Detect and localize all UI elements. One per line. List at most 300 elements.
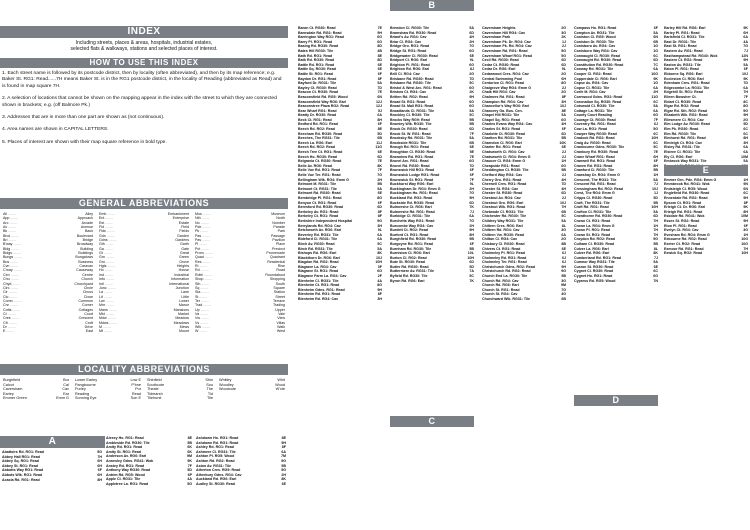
abbreviation-row-value: Manor [178, 303, 189, 308]
index-entry-name: Crown Pl. RG1: Read [574, 228, 610, 233]
index-entry-name: Chapel Sq. RG1: Read [482, 117, 520, 122]
abbreviation-row-name: Bldgs ..... [3, 251, 21, 255]
index-entry [664, 251, 748, 256]
locality-row-value: W'cte [275, 387, 285, 392]
abbreviation-column [192, 212, 288, 352]
locality-row-value: Tid [207, 391, 213, 396]
locality-row-value: Cal [63, 382, 69, 387]
index-entry-value: 9G [743, 108, 748, 113]
index-entry-value: 2G [561, 237, 566, 242]
index-entry-value: 8E [281, 436, 286, 440]
abbreviation-row-name: Bri ..... [3, 238, 16, 242]
index-entry-name: Chetwode Cl. RG31: Tile [482, 209, 524, 214]
abbreviation-row-name: Sq ..... [195, 286, 208, 290]
index-entry [2, 478, 102, 483]
index-entry-name: Brockley Cl. RG30: Tile [390, 113, 430, 118]
abbreviation-row-name: Chyd ..... [3, 282, 20, 286]
index-entry-value: 8G [561, 81, 566, 86]
index-entry-name: Baydon Dr. RG1: Read [298, 76, 337, 81]
locality-row-name: Tidmarsh [147, 391, 163, 396]
locality-row-value: Sou [206, 382, 213, 387]
index-entry-value: 9H [743, 218, 748, 223]
index-entry-value: 7N [653, 278, 658, 283]
abbreviation-row-value: Walk [277, 324, 285, 329]
index-entry-name: Brendon Cl. RG30: Tile [390, 26, 430, 30]
locality-row-value: Low E [130, 378, 141, 382]
index-entry-name: Bute St. RG30: Read [390, 260, 425, 265]
abbreviation-row-name: Up ..... [195, 308, 209, 312]
abbreviation-row-value: Building [80, 246, 93, 251]
abbreviation-row-value: International [169, 281, 189, 286]
index-entry-name: Croft Rd. RG1: Read [574, 205, 609, 210]
abbreviation-row-name: M ..... [99, 325, 111, 329]
index-entry-value: 6G [469, 99, 474, 104]
index-entry-value: 2G [561, 26, 566, 30]
index-entry-name: Chestnut Gro. RG6: Earl [482, 200, 524, 205]
index-entry-value: 7J [654, 182, 658, 187]
locality-row-name: Reading [75, 391, 90, 396]
index-entry-name: Bellingham Wlk. RG4: Emm G [298, 177, 349, 182]
abbreviation-row-value: Rise [277, 264, 285, 269]
abbreviation-row-value: Alley [85, 212, 93, 216]
index-entry-value: 6H [743, 30, 748, 35]
abbreviation-row-name: Res ..... [195, 260, 210, 264]
index-entry-value: 2K [469, 90, 474, 95]
index-entry-value: 5B [561, 168, 566, 173]
abbreviation-row-name: Mkt ..... [99, 312, 114, 316]
index-entry-name: Chestnut Av. RG4: Cav [482, 195, 521, 200]
index-entry-name: Berkeley Av. RG1: Read [298, 209, 339, 214]
abbreviation-row-name: Gt ..... [99, 251, 112, 255]
index-entry-name: Blenheim Rd. RG1: Read [298, 292, 341, 297]
index-entry-name: Bridge St. RG1: Read [390, 48, 427, 53]
index-entry-name: Atherbury Gdns. RG4: Cav [196, 472, 242, 477]
index-entry-name: Eccleston Cl. RG6: Earl [664, 76, 704, 81]
index-entry-value: 7E [653, 150, 658, 155]
abbreviation-row-value: Residential [267, 259, 285, 264]
index-entry-name: Coronation Sq. RG30: Read [574, 99, 622, 104]
index-entry-name: Exmoor Rd. RG1: Read [664, 246, 704, 251]
index-entry-name: Conisboro Av. RG4: Cav [574, 44, 616, 49]
index-entry-name: Caversham Wharf RG1: Read [482, 53, 532, 58]
index-entry-value: 6A [743, 145, 748, 150]
index-entry-value: 6E [561, 246, 566, 251]
index-entry-name: Copse Av. RG4: Cav [574, 81, 609, 86]
index-entry-value: 6G [653, 113, 658, 118]
general-abbreviations-heading: GENERAL ABBREVIATIONS [0, 198, 288, 209]
index-entry-value: 7F [187, 463, 192, 468]
abbreviation-row-value: Churchyard [74, 281, 93, 286]
index-entry-value: 7C [653, 62, 658, 67]
index-entry-name: Cumnor Way RG31: Tile [574, 260, 615, 265]
index-entry-name: Crane Wharf RG1: Read [574, 154, 615, 159]
index-entry-value: 7H [97, 454, 102, 459]
abbreviation-row-name: Pct ..... [195, 247, 209, 251]
index-entry-name: Berkeley Ct. RG1: Read [298, 214, 339, 219]
index-entry-value: 2J [562, 150, 566, 155]
locality-row-value: Shin [205, 378, 213, 382]
index-entry-value: 6F [653, 26, 658, 30]
index-entry-name: Connaught Rd. RG30: Read [574, 58, 622, 63]
index-entry-value: 8F [377, 209, 382, 214]
abbreviation-row-name: Gro ..... [99, 260, 114, 264]
abbreviation-row-name: Gdns ..... [99, 238, 117, 242]
index-entry-name: Culver Rd. RG6: Earl [574, 251, 610, 256]
index-entry-name: Eastern Ct. RG2: Read [664, 58, 703, 63]
index-entry-name: Bath Rd. RG30: Read [298, 58, 335, 63]
index-entry-value: 8H [653, 163, 658, 168]
abbreviation-row-value: Corner [82, 303, 93, 308]
index-entry-name: Church St. RG1: Read [482, 287, 520, 292]
index-entry-value: 6J [654, 122, 658, 127]
index-entry-value: 6F [653, 159, 658, 164]
index-entry-value: 7D [561, 182, 566, 187]
locality-row-value: The [206, 387, 213, 392]
index-entry-value: 5B [469, 122, 474, 127]
index-entry-value: 7D [469, 76, 474, 81]
index-entry-value: 4H [561, 186, 566, 191]
index-entry-name: Broadlands Cl. RG31: Tile [390, 108, 435, 113]
index-entry-name: Aston Av. RG31: Tile [196, 463, 231, 468]
index-entry-name: Brunel Arc. RG1: Read [390, 159, 429, 164]
index-entry-name: Britten Rd. RG2: Read [390, 94, 428, 99]
index-entry-name: Beech Ho. RG30: Read [298, 154, 337, 159]
index-entry-value: 8H [743, 209, 748, 214]
abbreviation-row-name: Mdw ..... [99, 316, 116, 320]
abbreviation-row-name: E ..... [3, 329, 14, 333]
index-entry-value: 9M [187, 454, 192, 459]
abbreviation-row-name: Est ..... [99, 221, 113, 225]
index-entry-name: Copse Cl. RG31: Tile [574, 85, 610, 90]
index-entry-name: Eton Pl. RG1: Read [664, 223, 697, 228]
index-entry-name: Crawford Cl. RG30: Tile [574, 168, 615, 173]
index-entry-name: Church St. RG4: Cav [482, 292, 518, 297]
index-entry-name: Byfield Rd. RG30: Tile [390, 274, 428, 279]
index-entry-value: 2J [562, 85, 566, 90]
index-entry-value: 5B [187, 440, 192, 445]
abbreviation-row-value: Junction [175, 285, 189, 290]
index-entry-name: Cholmeley Ter. RG1: Read [482, 260, 527, 265]
index-entry-name: Bishops Rd. RG6: Earl [298, 251, 337, 256]
locality-row-value: Bur [63, 378, 69, 382]
index-entry-name: Burniston Cl. RG6: Earl [390, 251, 430, 256]
index-entry-value: 6A [281, 449, 286, 454]
index-entry-name: Cypress Rd. RG5: Wood [574, 278, 616, 283]
index-entry-value: 6C [653, 269, 658, 274]
abbreviation-row-value: Market [178, 311, 189, 316]
index-entry-name: Beatty Dr. RG30: Read [298, 113, 337, 118]
abbreviation-row-value: Parade [273, 225, 285, 230]
index-entry [106, 482, 192, 487]
index-entry-value: 6G [561, 163, 566, 168]
index-entry-value: 6P [187, 472, 192, 477]
index-entry-name: Belle Vue Ter. RG1: Read [298, 173, 341, 177]
locality-row-value: Ear [63, 391, 69, 396]
index-entry-value: 7F [469, 131, 474, 136]
index-entry-name: Crest, The RG4: Emm G [574, 191, 615, 196]
index-entry-name: Exbourne Rd. RG2: Read [664, 237, 707, 242]
index-entry-name: Courage Ct. RG30: Read [574, 117, 616, 122]
index-entry-name: Chalk Hill RG4: Cav [482, 90, 516, 95]
index-entry-name: Apple Cl. RG31: Tile [106, 477, 141, 482]
index-entry-value: 10J [560, 104, 566, 109]
index-entry-value: 10K [559, 140, 566, 145]
abbreviation-row-name: Nth ..... [195, 216, 210, 220]
index-entry-name: Cranbourne Gdns. RG30: Tile [574, 145, 625, 150]
abbreviation-row-name: Mnr ..... [99, 303, 114, 307]
index-entry-value: 10J [376, 255, 382, 260]
locality-row-name: Woodcote [219, 387, 237, 392]
abbreviation-row-name: Gdn ..... [99, 234, 115, 238]
index-entry-name: Curzon St. RG30: Read [574, 264, 614, 269]
index-entry-name: Crown St. RG1: Read [574, 232, 611, 237]
abbreviation-row-name: La ..... [99, 290, 112, 294]
index-entry-name: Chiltern Rd. RG4: Cav [482, 228, 520, 233]
index-entry-value: 10G [651, 71, 658, 76]
abbreviation-row-value: Heights [176, 264, 189, 269]
index-entry-name: Cranbury Rd. RG30: Read [574, 150, 619, 155]
abbreviation-row-name: All ..... [3, 212, 16, 216]
abbreviation-row-value: Back [85, 229, 93, 234]
index-entry-name: Bath Rd. RG1: Read [298, 53, 333, 58]
index-entry-name: Blagdon Rd. RG2: Read [298, 260, 339, 265]
index-entry-name: Cowper Way RG30: Read [574, 131, 617, 136]
letter-heading-d: D [574, 395, 658, 406]
index-entry-value: 9K [743, 26, 748, 30]
index-entry-name: Blenheim Ct. RG1: Read [298, 283, 340, 288]
index-entry-value: 7H [743, 90, 748, 95]
letter-heading-c: C [390, 416, 474, 427]
index-entry-name: Cedarwood Cres. RG4: Cav [482, 71, 529, 76]
index-entry-name: Earley Hill Rd. RG6: Earl [664, 26, 706, 30]
index-entry-value: 8F [377, 292, 382, 297]
index-entry-name: Bristol & West Arc. RG1: Read [390, 85, 442, 90]
index-entry-value: 9H [561, 264, 566, 269]
index-entry-value: 8K [653, 251, 658, 256]
index-entry-name: Beresford Rd. RG30: Read [298, 205, 344, 210]
index-entry-name: Broughton Cl. RG30: Read [390, 150, 436, 155]
index-entry-value: 6E [377, 191, 382, 196]
index-entry-value: 5C [469, 81, 474, 86]
index-entry-value: 5C [653, 145, 658, 150]
index-column-e [664, 26, 748, 526]
index-entry-value: 6H [97, 463, 102, 468]
abbreviation-row-name: Av ..... [3, 225, 16, 229]
index-entry-value: 6C [743, 191, 748, 196]
index-entry-name: Evesham Rd. RG4: Emm G [664, 232, 710, 237]
abbreviation-row-name: Prom ..... [195, 251, 213, 255]
index-entry-name: Brocks Way RG9: Read [390, 117, 430, 122]
index-entry-value: 8K [377, 251, 382, 256]
abbreviation-row-value: Church [81, 277, 93, 282]
abbreviation-row-value: Passage [271, 233, 285, 238]
index-entry-value: 6D [653, 214, 658, 219]
abbreviation-row-name: App ..... [3, 216, 18, 220]
index-entry-value: 9B [469, 237, 474, 242]
index-entry-name: Caversham Hill RG4: Cav [482, 30, 526, 35]
instruction-item: 5. Places of interest are shown with their map square reference in bold type. [2, 139, 167, 145]
index-entry-name: Burgoyne Rd. RG1: Read [390, 241, 433, 246]
index-entry-name: Elmleigh Ct. RG4: Cav [664, 140, 702, 145]
index-entry-name: Beck Ct. RG1: Read [298, 117, 332, 122]
index-entry-value: 2G [561, 71, 566, 76]
index-entry-name: Childrey Way RG31: Tile [482, 218, 524, 223]
index-entry-name: Burton Cl. RG2: Read [390, 255, 427, 260]
index-entry-name: Compass Ho. RG1: Read [574, 26, 617, 30]
index-entry-name: Elsley Rd. RG31: Tile [664, 145, 700, 150]
index-entry-name: Buckhurst Way RG6: Earl [390, 182, 434, 187]
locality-column [72, 378, 144, 401]
index-entry-value: 7H [653, 228, 658, 233]
index-entry-value: 5C [377, 241, 382, 246]
index-entry-name: Betchworth Av. RG6: Earl [298, 228, 342, 233]
abbreviation-row-value: Common [78, 298, 93, 303]
index-entry-name: Charles Evans Way RG4: Cav [482, 122, 533, 127]
index-entry-name: Acacia Rd. RG1: Read [2, 477, 40, 482]
index-entry-value: 9H [469, 195, 474, 200]
index-entry-name: Cygnet Cl. RG30: Read [574, 269, 614, 274]
abbreviation-row-value: Grove [179, 259, 189, 264]
index-entry-name: Beacon Ct. RG30: Read [298, 90, 339, 95]
index-entry-name: Charlton Rd. RG31: Tile [482, 136, 523, 141]
index-entry-value: 8H [97, 477, 102, 482]
index-entry-name: Endsleigh Cl. RG5: Wood [664, 186, 708, 191]
index-entry-value: 3G [561, 30, 566, 35]
index-entry-name: Berkshire Independent Hospital [298, 218, 353, 223]
index-entry-value: 8K [377, 163, 382, 168]
abbreviation-row-value: Street [275, 294, 285, 299]
index-entry-value: 3G [561, 278, 566, 283]
index-entry-name: Brighton Pl. RG1: Read [390, 62, 430, 67]
index-entry-value: 9H [743, 58, 748, 63]
abbreviation-row-value: Mansions [173, 307, 189, 312]
index-entry-value: 9L [469, 182, 474, 187]
abbreviation-row-value: South [275, 281, 285, 286]
index-entry-name: Chaucer Cl. RG4: Emm G [482, 159, 526, 164]
abbreviation-row-name: Comn ..... [3, 299, 22, 303]
locality-row-name: Caversham [3, 387, 23, 392]
abbreviation-row-name: Mdws ..... [99, 321, 117, 325]
index-entry-value: 8H [743, 136, 748, 141]
index-entry-name: Caversham Pk. Rd. RG4: Cav [482, 44, 532, 49]
index-entry-name: Ennerdale Rd. RG2: Read [664, 195, 708, 200]
index-entry-name: Brunswick St. RG1: Read [390, 177, 434, 182]
locality-row-name: Shinfield [147, 378, 162, 382]
index-entry-name: Caversham Heights [482, 26, 516, 30]
letter-heading-b: B [390, 0, 474, 11]
index-entry-value: 5A [743, 159, 748, 164]
index-entry-name: Briant's Av. RG4: Cav [390, 35, 427, 40]
index-entry-value: 6F [469, 173, 474, 177]
index-entry-value: 2J [562, 195, 566, 200]
index-entry-name: Ebborne Sq. RG6: Earl [664, 71, 703, 76]
index-entry-value: 5B [653, 241, 658, 246]
index-entry-value: 8E [377, 127, 382, 132]
index-entry-name: Chatsworth Cl. RG4: Cav [482, 150, 525, 155]
abbreviation-row-value: Meadow [175, 316, 189, 321]
abbreviation-row-value: Trading [272, 303, 285, 308]
index-entry-name: Battle St. RG1: Read [298, 71, 333, 76]
index-entry-value: 8E [187, 436, 192, 440]
locality-row-value: Read [131, 391, 141, 396]
index-entry-name: Brisbane Rd. RG30: Read [390, 76, 434, 81]
index-entry-value: 5A [561, 113, 566, 118]
index-entry-value: 7E [469, 154, 474, 159]
index-entry-value: 7G [469, 44, 474, 49]
index-entry-name: Belmont M. RG31: Tile [298, 182, 337, 187]
index-entry-name: Crown Ct. RG1: Read [574, 218, 611, 223]
index-entry-value: 10J [652, 186, 658, 191]
index-entry-name: Brighton Rd. RG6: Earl [390, 67, 430, 72]
index-entry-value: 6G [469, 48, 474, 53]
index-entry-value: 7E [377, 159, 382, 164]
index-entry [196, 482, 286, 487]
locality-row-value: P'bne [131, 382, 141, 387]
abbreviation-row-value: Bungalows [75, 255, 93, 260]
index-entry-name: Conway Rd. RG31: Tile [574, 67, 614, 72]
index-entry-value: 2H [281, 472, 286, 477]
abbreviation-row-name: Hgts ..... [99, 264, 115, 268]
abbreviation-row-name: Bus ..... [3, 260, 18, 264]
index-entry-value: 4B [377, 48, 382, 53]
locality-row-name: Sonning Eye [75, 396, 97, 401]
index-entry-name: Chalmers Rd. RG1: Read [482, 94, 525, 99]
abbreviation-row-value: Arcade [81, 220, 93, 225]
index-entry-value: 6F [743, 223, 748, 228]
index-entry-name: Craven Rd. RG1: Read [574, 163, 613, 168]
index-column-b1 [298, 26, 382, 526]
index-entry-name: Central Swimming Pool [482, 76, 523, 81]
index-entry-name: Corfe M. RG4: Cav [574, 90, 606, 95]
abbreviation-row-value: North [276, 216, 285, 221]
index-entry-value: 6D [377, 205, 382, 210]
index-entry-name: Buckside Rd. RG30: Read [390, 200, 435, 205]
index-entry-name: Blenheim Gdns. RG1: Read [298, 287, 345, 292]
index-entry-value: 7E [377, 90, 382, 95]
index-entry-name: Buckland Rd. RG2: Read [390, 195, 433, 200]
index-entry-value: 5B [469, 246, 474, 251]
instruction-item: 4. Area names are shown in CAPITAL LETTERS. [2, 127, 109, 133]
index-entry-name: Bridge Gro. RG1: Read [390, 44, 430, 49]
index-entry-name: Burcombe Way RG4: Cav [390, 223, 434, 228]
abbreviation-row-value: Broadway [77, 242, 93, 247]
abbreviation-row-value: Information [171, 277, 189, 282]
index-entry-name: Cherwell Cres. RG1: Read [482, 182, 527, 187]
index-entry-value: 6D [469, 30, 474, 35]
index-entry-name: Crawshay Dr. RG4: Emm G [574, 173, 620, 177]
index-entry-value: 10H [375, 260, 382, 265]
abbreviation-row-name: Bungs ..... [3, 255, 22, 259]
index-entry-name: Abbey St. RG1: Read [2, 463, 38, 468]
abbreviation-row-value: Shopping [269, 277, 285, 282]
index-entry-value: 6H [561, 76, 566, 81]
abbreviation-row-value: Station [273, 290, 285, 295]
index-entry-value: 5A [469, 26, 474, 30]
abbreviation-row-value: Roundabout [265, 272, 285, 277]
index-entry-name: Crescent, The RG31: Tile [574, 177, 617, 182]
index-entry-value: 3H [377, 223, 382, 228]
index-entry-name: Barry Pl. RG1: Read [298, 39, 333, 44]
index-entry-name: Evelyn Ct. RG4: Cav [664, 228, 699, 233]
abbreviation-row-name: Bk ..... [3, 229, 16, 233]
index-entry-value: 9H [743, 113, 748, 118]
index-entry-name: Chichester Rd. RG30: Tile [482, 214, 527, 219]
index-entry-value: 9K [653, 76, 658, 81]
index-entry-name: Cornwood Gdns. RG2: Read [574, 94, 623, 99]
index-entry-value: 8F [281, 445, 286, 450]
index-entry-name: Elgar Rd. Sth. RG2: Read [664, 108, 707, 113]
index-entry-name: Brill Cl. RG4: Cav [390, 71, 420, 76]
